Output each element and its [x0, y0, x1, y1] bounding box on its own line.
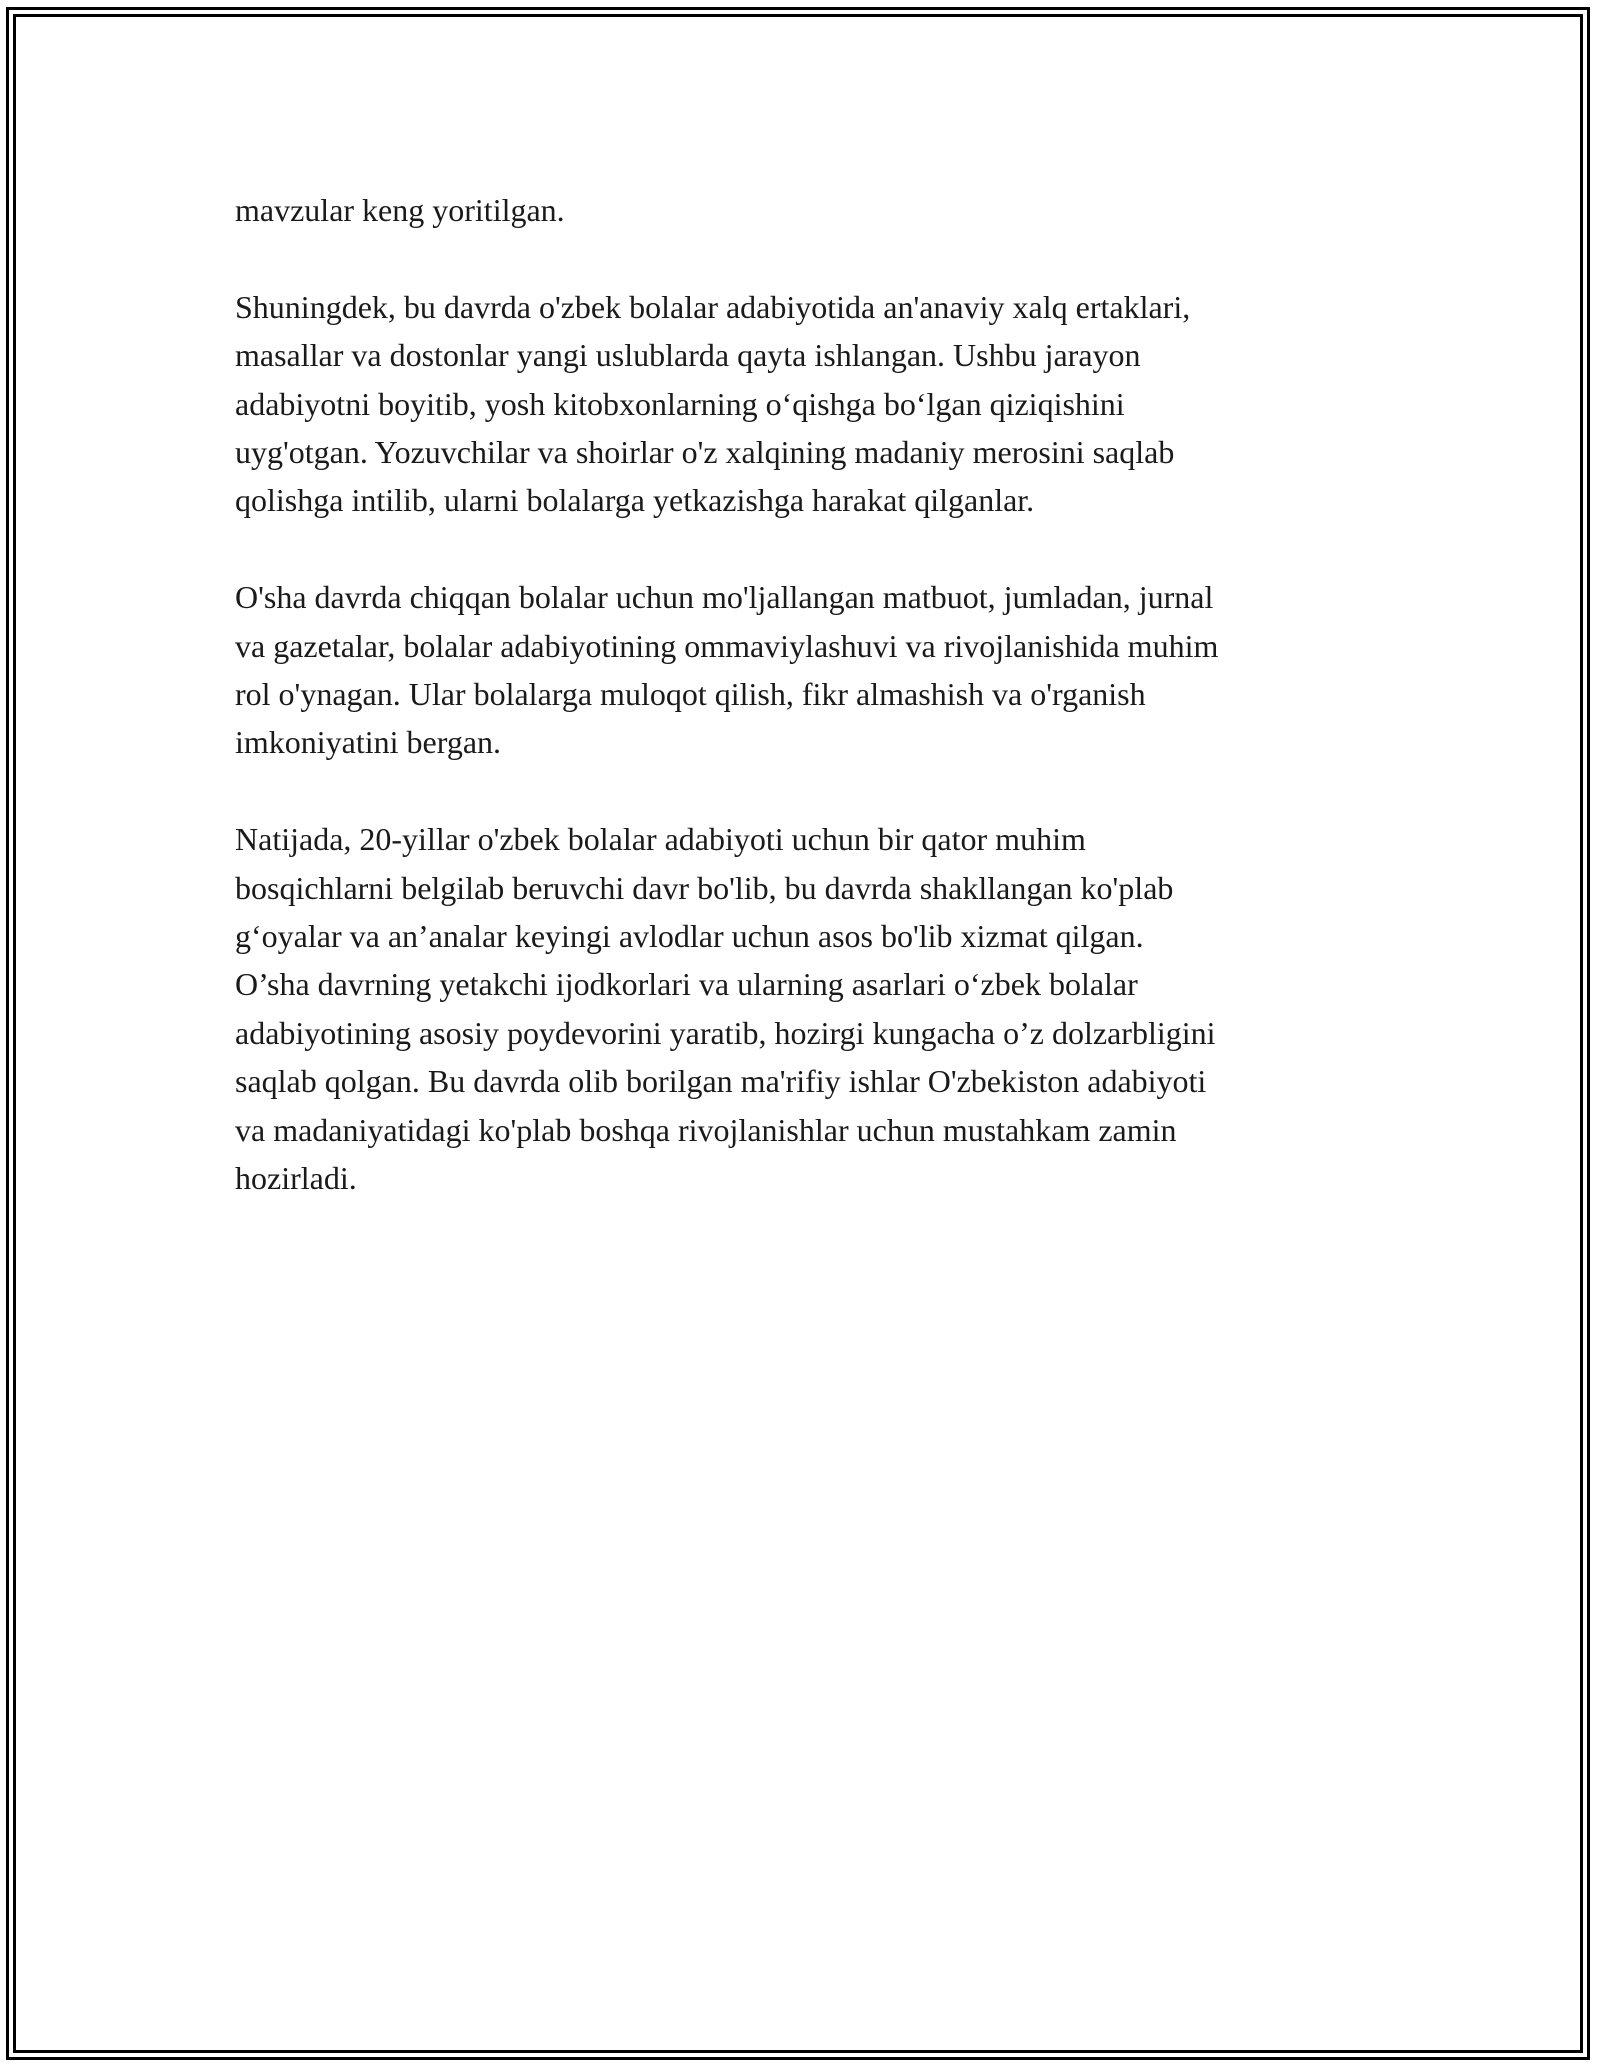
paragraph-2: Shuningdek, bu davrda o'zbek bolalar adabiyotida an'anaviy xalq ertaklari, masallar va dostonlar yangi uslublarda qayta ishlangan. Ushbu jarayon adabiyotni boyitib, yosh kitobxonlarning o‘qishga bo‘lgan qiziqishini uyg'otgan. Yozuvchilar va shoirlar o'z xalqining madaniy merosini saqlab qolishga intilib, ularni bolalarga yetkazishga harakat qilganlar.: [235, 288, 1191, 519]
paragraph-3: O'sha davrda chiqqan bolalar uchun mo'ljallangan matbuot, jumladan, jurnal va gazetalar, bolalar adabiyotining ommaviylashuvi va rivojlanishida muhim rol o'ynagan. Ular bolalarga muloqot qilish, fikr almashish va o'rganish imkoniyatini bergan.: [235, 579, 1219, 761]
paragraph-1: mavzular keng yoritilgan.: [235, 192, 565, 228]
paragraph-4: Natijada, 20-yillar o'zbek bolalar adabiyoti uchun bir qator muhim bosqichlarni belgilab beruvchi davr bo'lib, bu davrda shakllangan ko'plab g‘oyalar va an’analar keyingi avlodlar uchun asos bo'lib xizmat qilgan. O’sha davrning yetakchi ijodkorlari va ularning asarlari o‘zbek bolalar adabiyotining asosiy poydevorini yaratib, hozirgi kungacha o’z dolzarbligini saqlab qolgan. Bu davrda olib borilgan ma'rifiy ishlar O'zbekiston adabiyoti va madaniyatidagi ko'plab boshqa rivojlanishlar uchun mustahkam zamin hozirladi.: [235, 821, 1216, 1197]
document-body: [235, 186, 1375, 1251]
